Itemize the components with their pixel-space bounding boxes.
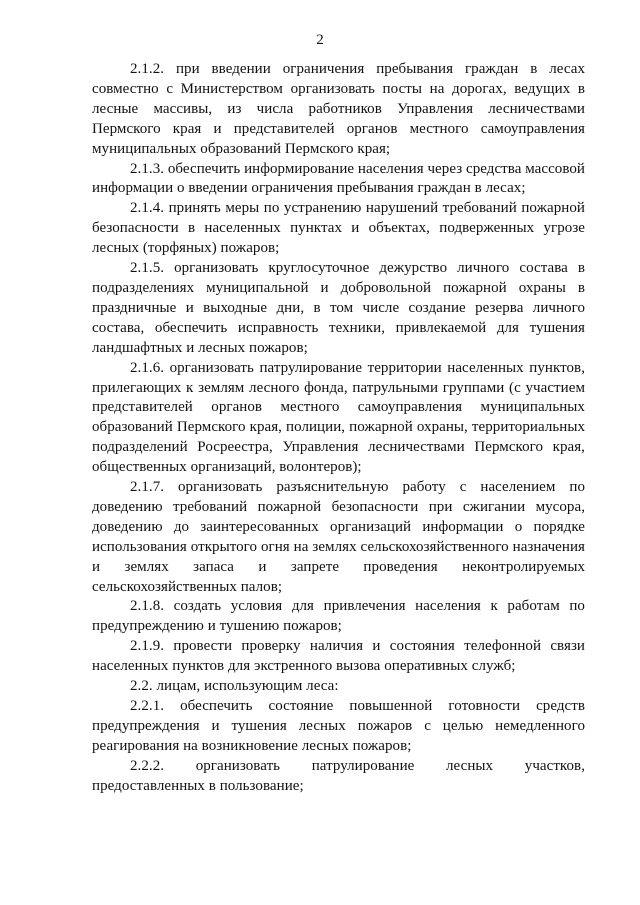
paragraph-2-2-2: 2.2.2. организовать патрулирование лесных участков, предоставленных в пользование;	[92, 757, 585, 794]
paragraph-2-2-1: 2.2.1. обеспечить состояние повышенной готовности средств предупреждения и тушения лесных пожаров с целью немедленного реагирования на возникновение лесных пожаров;	[92, 698, 585, 754]
page-number: 2	[316, 32, 324, 48]
paragraph-2-1-9: 2.1.9. провести проверку наличия и состояния телефонной связи населенных пунктов для экстренного вызова оперативных служб;	[92, 638, 585, 675]
paragraph-2-1-8: 2.1.8. создать условия для привлечения населения к работам по предупреждению и тушению пожаров;	[92, 598, 585, 635]
paragraph-2-1-3: 2.1.3. обеспечить информирование населения через средства массовой информации о введении ограничения пребывания граждан в лесах;	[92, 160, 585, 197]
paragraph-2-1-5: 2.1.5. организовать круглосуточное дежурство личного состава в подразделениях муниципальной и добровольной пожарной охраны в праздничные и выходные дни, в том числе создание резерва личного состава, обеспечить исправность техники, привлекаемой для тушения ландшафтных и лесных пожаров;	[92, 260, 585, 356]
paragraph-2-2: 2.2. лицам, использующим леса:	[130, 678, 339, 695]
paragraph-2-1-6: 2.1.6. организовать патрулирование территории населенных пунктов, прилегающих к землям лесного фонда, патрульными группами (с участием представителей органов местного самоуправления муниципальных образований Пермского края, полиции, пожарной охраны, территориальных подразделений Росреестра, Управления лесничествами Пермского края, общественных организаций, волонтеров);	[92, 359, 585, 476]
paragraph-2-1-7: 2.1.7. организовать разъяснительную работу с населением по доведению требований пожарной безопасности при сжигании мусора, доведению до заинтересованных организаций информации о порядке использования открытого огня на землях сельскохозяйственного назначения и землях запаса и запрете проведения неконтролируемых сельскохозяйственных палов;	[92, 479, 585, 595]
paragraph-2-1-4: 2.1.4. принять меры по устранению нарушений требований пожарной безопасности в населенных пунктах и объектах, подверженных угрозе лесных (торфяных) пожаров;	[92, 200, 585, 257]
document-body	[92, 60, 585, 797]
paragraph-2-1-2: 2.1.2. при введении ограничения пребывания граждан в лесах совместно с Министерством организовать посты на дорогах, ведущих в лесные массивы, из числа работников Управления лесничествами Пермского края и представителей органов местного самоуправления муниципальных образований Пермского края;	[92, 61, 585, 157]
